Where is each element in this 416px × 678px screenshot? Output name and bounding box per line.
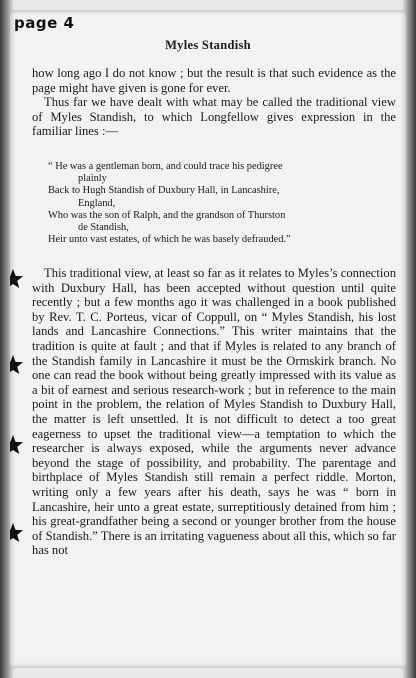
poem-line-3: Who was the son of Ralph, and the grandson of Thurston bbox=[48, 209, 286, 221]
page-label: page 4 bbox=[14, 14, 75, 32]
poem-quotation bbox=[48, 161, 390, 246]
poem-line-2: Back to Hugh Standish of Duxbury Hall, in Lancashire, bbox=[48, 185, 280, 197]
paragraph-3: This traditional view, at least so far as it relates to Myles’s connection with Duxbury Hall, has been accepted without question until quite recently ; but a few months ago it was challenged in a book published by Rev. T. C. Porteus, vicar of Coppull, on “ Myles Standish, his lost lands and Lancashire Connections.” This writer maintains that the tradition is quite at fault ; and that if Myles is related to any branch of the Standish family in Lancashire it must be the Ormskirk branch. No one can read the book without being greatly impressed with its value as a bit of earnest and serious research-work ; but in reference to the main point in the problem, the relation of Myles Standish to Duxbury Hall, the matter is left unsettled. It is not difficult to detect a too great eagerness to upset the traditional view—a temptation to which the researcher is always exposed, while the arguments never advance beyond the stage of possibility, and probability. The parentage and birthplace of Myles Standish still remain a perfect riddle. Morton, writing only a few years after his death, says he was “ born in Lancashire, heir unto a great estate, surreptitiously detained from him ; his great-grandfather being a second or younger brother from the house of Standish.” There is an irritating vagueness about all this, which so far has not bbox=[32, 266, 396, 558]
running-head: Myles Standish bbox=[165, 38, 251, 52]
document-page bbox=[10, 10, 406, 668]
poem-line-4: Heir unto vast estates, of which he was basely defrauded.” bbox=[48, 234, 291, 246]
poem-line-2-cont: England, bbox=[78, 197, 116, 209]
star-icon bbox=[10, 268, 24, 290]
poem-line-1: “ He was a gentleman born, and could trace his pedigree bbox=[48, 161, 283, 172]
poem-line-1-cont: plainly bbox=[78, 173, 107, 185]
poem-line-3-cont: de Standish, bbox=[78, 222, 129, 234]
paragraph-1: how long ago I do not know ; but the result is that such evidence as the page might have given is gone for ever. bbox=[32, 66, 396, 95]
star-icon bbox=[10, 354, 24, 376]
star-icon bbox=[10, 522, 24, 544]
star-icon bbox=[10, 434, 24, 456]
paragraph-2: Thus far we have dealt with what may be called the traditional view of Myles Standish, to which Longfellow gives expression in the familiar lines :— bbox=[32, 95, 396, 139]
